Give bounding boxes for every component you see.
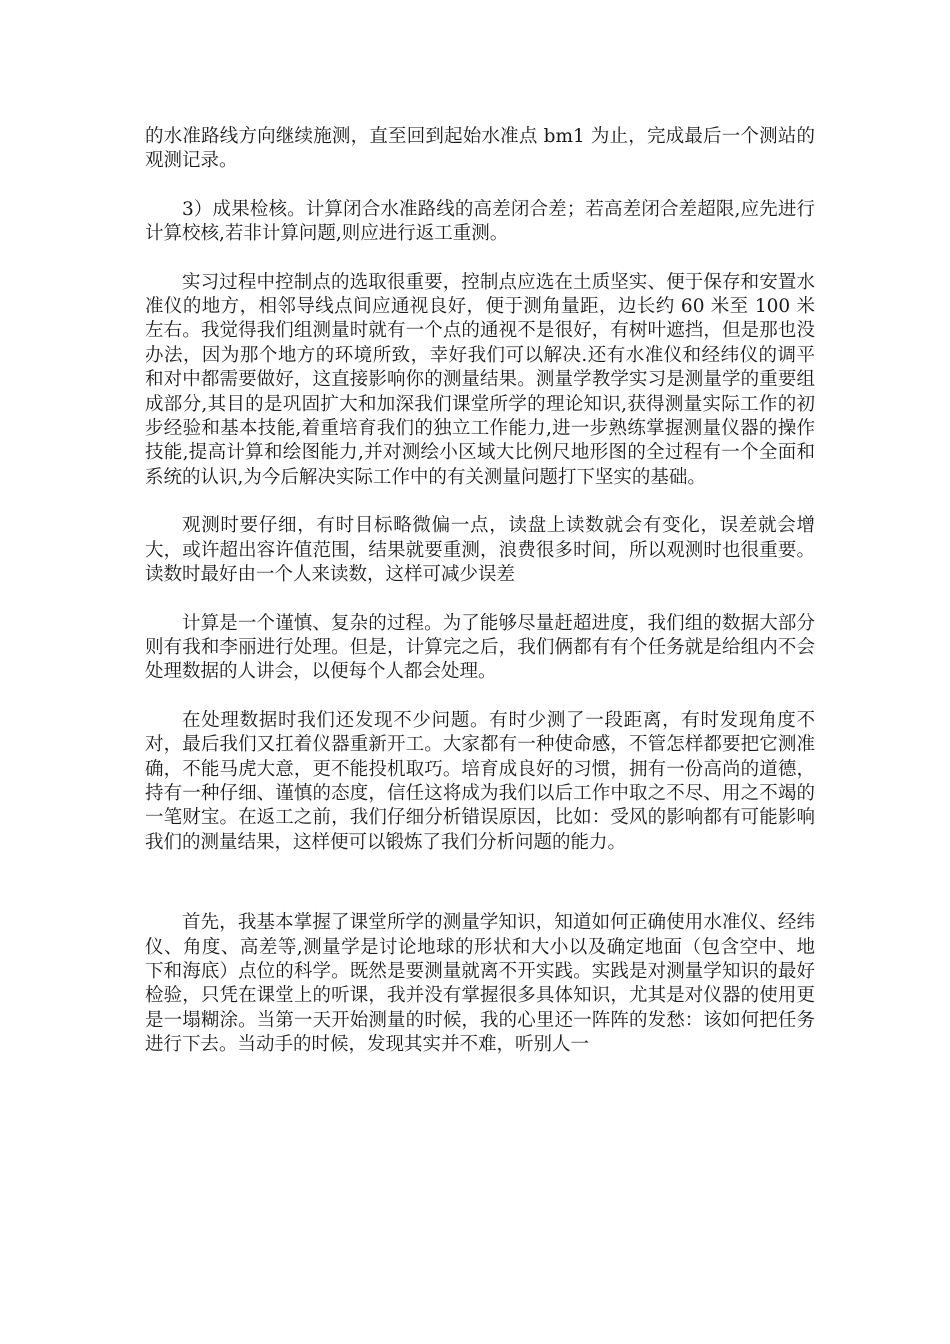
paragraph-observation: 观测时要仔细，有时目标略微偏一点，读盘上读数就会有变化，误差就会增大，或许超出容许值范围，结果就要重测，浪费很多时间，所以观测时也很重要。读数时最好由一个人来读数，这样可减少误差 [145,515,815,586]
paragraph-calculation: 计算是一个谨慎、复杂的过程。为了能够尽量赶超进度，我们组的数据大部分则有我和李丽进行处理。但是，计算完之后，我们俩都有有个任务就是给组内不会处理数据的人讲会，以便每个人都会处理。 [145,612,815,683]
document-body [145,125,815,1058]
paragraph-continuation: 的水准路线方向继续施测，直至回到起始水准点 bm1 为止，完成最后一个测站的观测记录。 [145,126,815,172]
paragraph-control-points: 实习过程中控制点的选取很重要，控制点应选在土质坚实、便于保存和安置水准仪的地方，相邻导线点间应通视良好，便于测角量距，边长约 60 米至 100 米左右。我觉得我们组测量时就有一个点的通视不是很好，有树叶遮挡，但是那也没办法，因为那个地方的环境所致，幸好我们可以解决.还有水准仪和经纬仪的调平和对中都需要做好，这直接影响你的测量结果。测量学教学实习是测量学的重要组成部分,其目的是巩固扩大和加深我们课堂所学的理论知识,获得测量实际工作的初步经验和基本技能,着重培育我们的独立工作能力,进一步熟练掌握测量仪器的操作技能,提高计算和绘图能力,并对测绘小区域大比例尺地形图的全过程有一个全面和系统的认识,为今后解决实际工作中的有关测量问题打下坚实的基础。 [145,271,815,488]
paragraph-data-processing: 在处理数据时我们还发现不少问题。有时少测了一段距离，有时发现角度不对，最后我们又扛着仪器重新开工。大家都有一种使命感，不管怎样都要把它测准确，不能马虎大意，更不能投机取巧。培育成良好的习惯，拥有一份高尚的道德，持有一种仔细、谨慎的态度，信任这将成为我们以后工作中取之不尽、用之不竭的一笔财宝。在返工之前，我们仔细分析错误原因，比如：受风的影响都有可能影响我们的测量结果，这样便可以锻炼了我们分析问题的能力。 [145,709,815,853]
paragraph-summary-first: 首先，我基本掌握了课堂所学的测量学知识，知道如何正确使用水准仪、经纬仪、角度、高差等,测量学是讨论地球的形状和大小以及确定地面（包含空中、地下和海底）点位的科学。既然是要测量就离不开实践。实践是对测量学知识的最好检验，只凭在课堂上的听课，我并没有掌握很多具体知识，尤其是对仪器的使用更是一塌糊涂。当第一天开始测量的时候，我的心里还一阵阵的发愁：该如何把任务进行下去。当动手的时候，发现其实并不难，听别人一 [145,912,815,1056]
paragraph-result-check: 3）成果检核。计算闭合水准路线的高差闭合差；若高差闭合差超限,应先进行计算校核,若非计算问题,则应进行返工重测。 [145,198,815,245]
